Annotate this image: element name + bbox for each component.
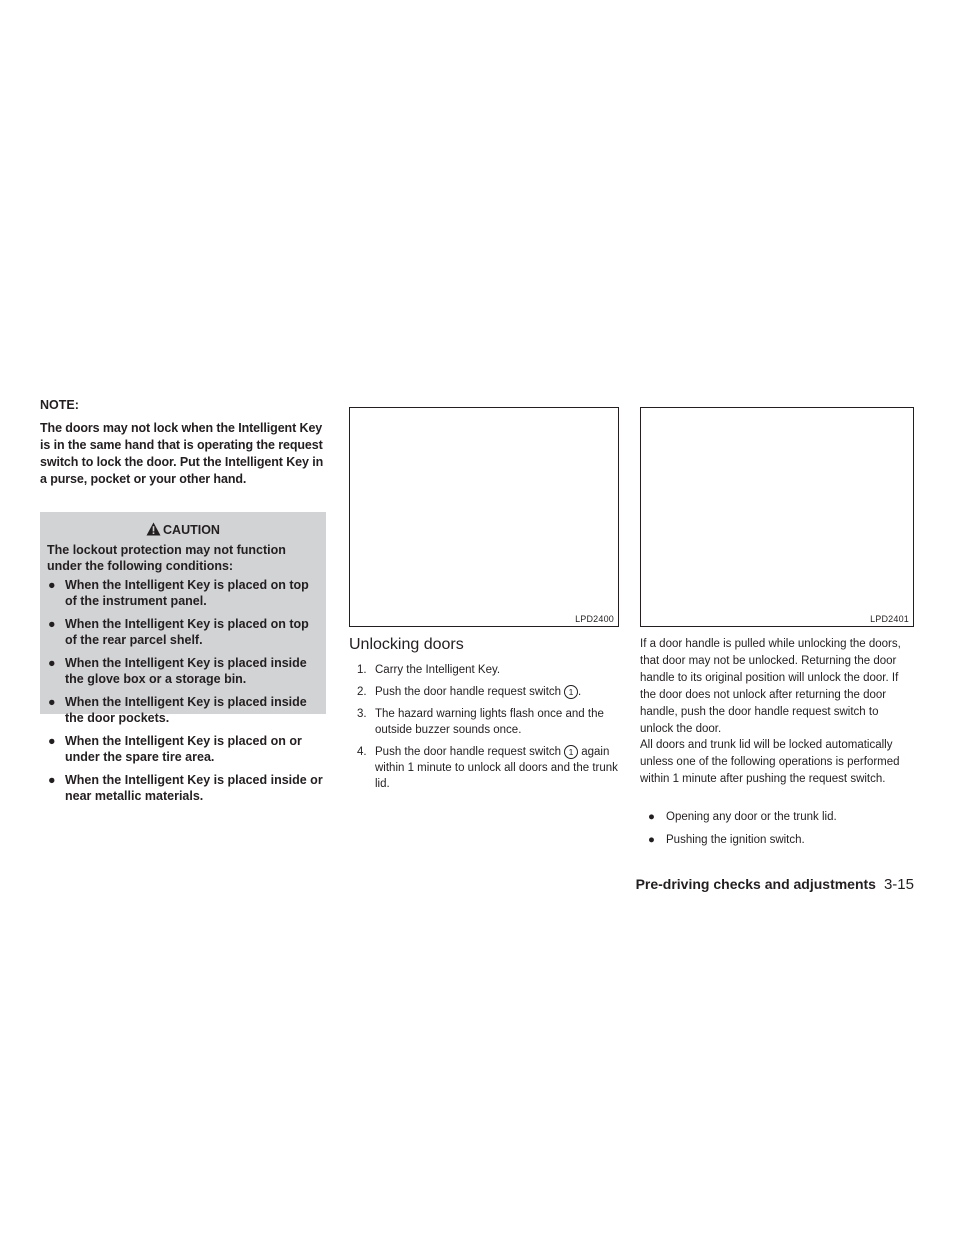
step-number: 4. [357,746,367,758]
step-number: 2. [357,686,367,698]
footer-section-title: Pre-driving checks and adjustments [635,876,876,892]
bullet-icon: ● [48,695,56,709]
caution-item: ● When the Intelligent Key is placed inside the glove box or a storage bin. [48,656,307,686]
callout-1-icon: 1 [564,685,578,699]
bullet-icon: ● [48,656,56,670]
caution-item: ● When the Intelligent Key is placed on or under the spare tire area. [48,734,302,764]
callout-1-icon: 1 [564,745,578,759]
step-number: 3. [357,708,367,720]
page-footer [636,876,914,893]
step-item: 1. Carry the Intelligent Key. [357,664,501,676]
bullet-icon: ● [48,617,56,631]
step-number: 1. [357,664,367,676]
caution-item: ● When the Intelligent Key is placed inside the door pockets. [48,695,307,725]
paragraph-door-handle: If a door handle is pulled while unlocking the doors, that door may not be unlocked. Returning the door handle to its original position will unlock the door. If the door does not unlock after returning the door handle, push the door handle request switch to unlock the door. [640,638,901,735]
caution-box [40,512,326,803]
caution-item: ● When the Intelligent Key is placed inside or near metallic materials. [48,773,323,803]
page-number: 3-15 [883,876,914,893]
figure-code: LPD2400 [575,614,614,624]
caution-item: ● When the Intelligent Key is placed on top of the rear parcel shelf. [48,617,309,647]
operations-list [648,809,914,855]
warning-icon [146,522,161,539]
step-item: 4. Push the door handle request switch 1 again within 1 minute to unlock all doors and the trunk lid. [357,746,618,790]
step-item: 2. Push the door handle request switch 1 . [357,686,582,698]
paragraph-auto-lock: All doors and trunk lid will be locked automatically unless one of the following operations is performed within 1 minute after pushing the request switch. [640,739,900,785]
bullet-icon: ● [48,773,56,787]
caution-title-text: CAUTION [163,523,220,537]
bullet-icon: ● [48,734,56,748]
caution-item: ● When the Intelligent Key is placed on top of the instrument panel. [48,578,309,608]
figure-code: LPD2401 [870,614,909,624]
bullet-icon: ● [648,811,655,823]
figure-door-handle [640,407,914,627]
caution-list [47,577,323,811]
step-item: 3. The hazard warning lights flash once and the outside buzzer sounds once. [357,708,604,736]
note-label: NOTE: [40,398,79,412]
unlock-steps [357,662,619,798]
section-title: Unlocking doors [349,636,464,653]
list-item: ● Pushing the ignition switch. [648,834,805,846]
caution-intro: The lockout protection may not function under the following conditions: [47,543,286,573]
caution-title [40,522,326,539]
bullet-icon: ● [48,578,56,592]
note-text: The doors may not lock when the Intelligent Key is in the same hand that is operating the request switch to lock the door. Put the Intelligent Key in a purse, pocket or your other hand. [40,421,324,486]
list-item: ● Opening any door or the trunk lid. [648,811,837,823]
bullet-icon: ● [648,834,655,846]
figure-door-handle-switch [349,407,619,627]
